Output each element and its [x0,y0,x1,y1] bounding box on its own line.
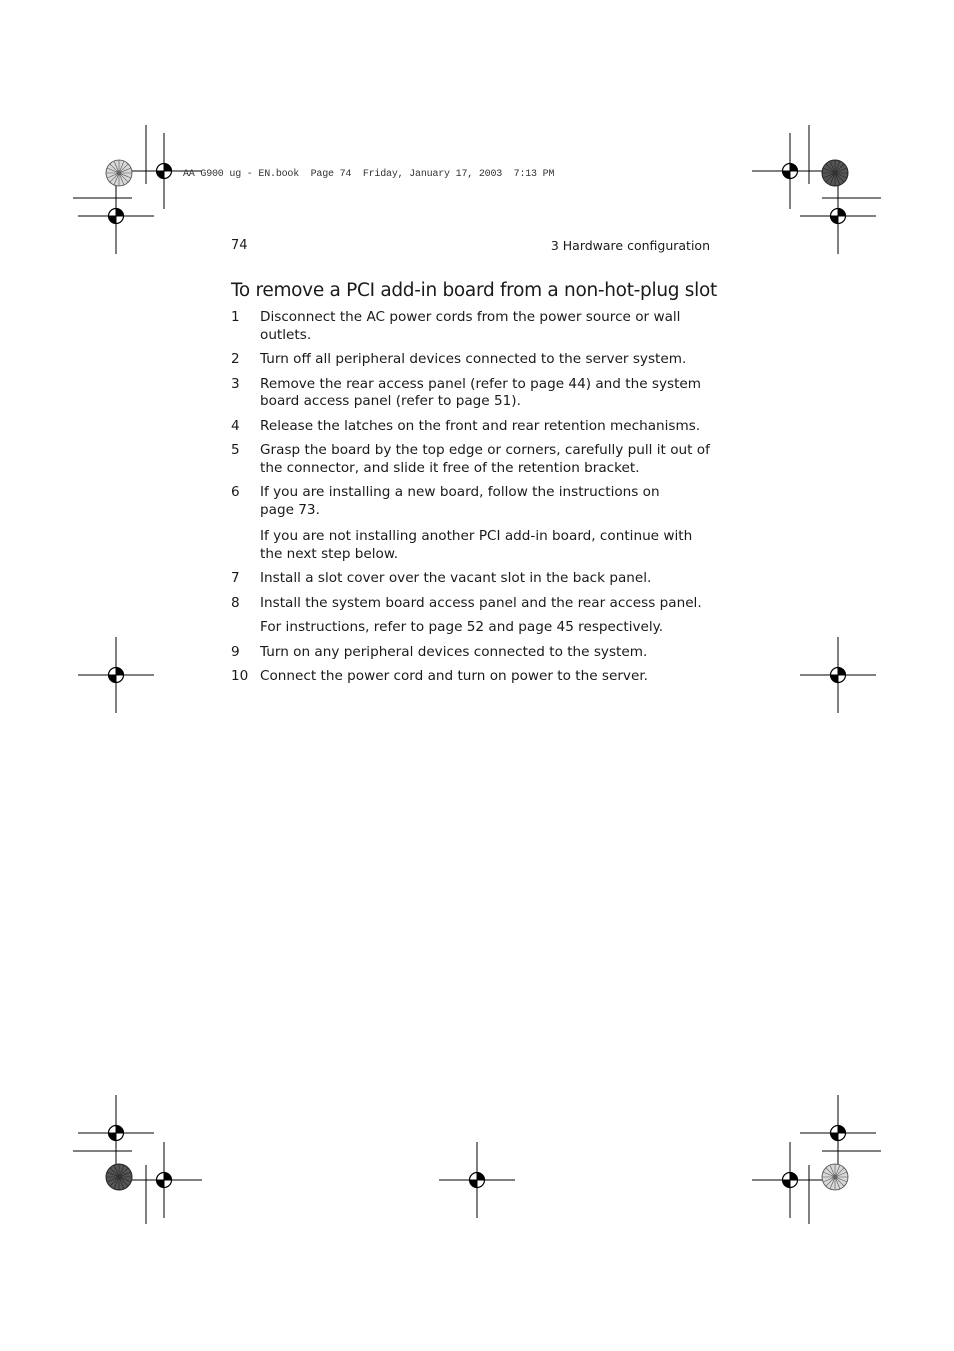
list-item [231,484,711,519]
step-note: If you are not installing another PCI add-in board, continue with the next step below. [260,528,693,562]
step-text: Turn on any peripheral devices connected to the system. [260,643,648,660]
step-text: Connect the power cord and turn on power to the server. [260,668,649,684]
step-number: 6 [231,484,240,500]
step-number: 5 [231,442,240,458]
section-title: To remove a PCI add-in board from a non-hot-plug slot [231,280,717,301]
list-item [231,351,711,369]
step-text: Install a slot cover over the vacant slot in the back panel. [260,570,652,586]
list-item [231,309,711,344]
list-item [231,442,711,477]
step-number: 8 [231,594,240,611]
step-number: 1 [231,309,240,325]
step-text: Grasp the board by the top edge or corners, carefully pull it out of the connector, and slide it free of the retention bracket. [260,442,710,476]
list-item [231,595,711,613]
step-number: 3 [231,375,240,392]
step-number: 10 [231,668,249,684]
list-item [231,668,711,686]
print-slug: AA G900 ug - EN.book Page 74 Friday, January 17, 2003 7:13 PM [183,169,555,180]
step-text: If you are installing a new board, follow the instructions on page 73. [260,484,660,518]
step-text: Disconnect the AC power cords from the power source or wall outlets. [260,309,681,343]
step-number: 7 [231,570,240,586]
step-text: Turn off all peripheral devices connected to the server system. [260,351,687,367]
step-text: Release the latches on the front and rear retention mechanisms. [260,417,701,434]
list-item [231,418,711,436]
list-item [231,376,711,411]
step-number: 4 [231,417,240,434]
step-note: For instructions, refer to page 52 and page 45 respectively. [260,619,664,635]
running-head: 3 Hardware configuration [550,238,710,253]
list-item [231,570,711,588]
step-number: 2 [231,351,240,367]
step-text: Install the system board access panel and the rear access panel. [260,594,702,611]
page-number: 74 [231,238,248,253]
step-text: Remove the rear access panel (refer to page 44) and the system board access panel (refer to page 51). [260,375,702,409]
list-item [231,644,711,662]
step-number: 9 [231,643,240,660]
procedure-steps [231,309,711,686]
